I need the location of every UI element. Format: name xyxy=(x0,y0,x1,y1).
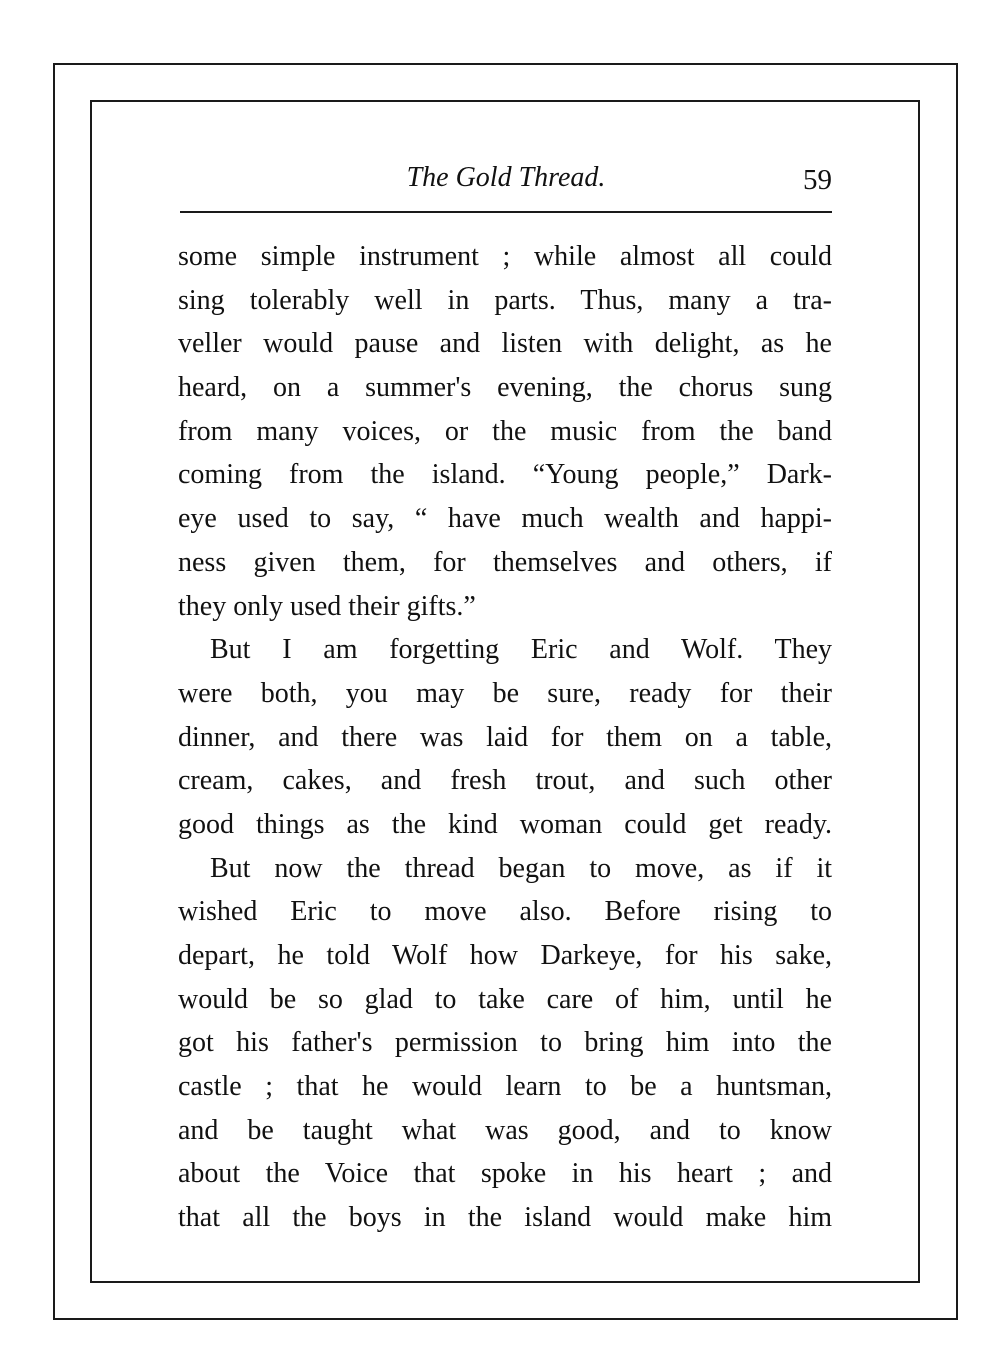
text-line: that all the boys in the island would make him xyxy=(178,1202,832,1234)
text-line: they only used their gifts.” xyxy=(178,590,476,622)
header-rule xyxy=(180,211,832,213)
body-text xyxy=(178,235,832,1240)
text-line: depart, he told Wolf how Darkeye, for his sake, xyxy=(178,940,832,971)
text-line: But I am forgetting Eric and Wolf. They xyxy=(210,634,832,666)
text-line: veller would pause and listen with delight, as he xyxy=(178,328,832,360)
text-line: cream, cakes, and fresh trout, and such other xyxy=(178,765,832,797)
text-line: wished Eric to move also. Before rising to xyxy=(178,896,832,928)
text-line: from many voices, or the music from the band xyxy=(178,415,832,447)
text-line: would be so glad to take care of him, until he xyxy=(178,983,832,1015)
running-title: The Gold Thread. xyxy=(406,162,606,193)
text-line: castle ; that he would learn to be a huntsman, xyxy=(178,1071,832,1103)
text-line: But now the thread began to move, as if it xyxy=(210,852,832,884)
page-number: 59 xyxy=(803,164,832,196)
text-line: got his father's permission to bring him into the xyxy=(178,1027,832,1059)
text-line: some simple instrument ; while almost all could xyxy=(178,241,832,272)
text-line: about the Voice that spoke in his heart ; and xyxy=(178,1158,832,1190)
page-header xyxy=(180,158,832,198)
text-line: sing tolerably well in parts. Thus, many a tra- xyxy=(178,284,832,316)
text-line: coming from the island. “Young people,” Dark- xyxy=(178,459,832,491)
text-line: eye used to say, “ have much wealth and happi- xyxy=(178,503,832,535)
text-line: were both, you may be sure, ready for their xyxy=(178,677,832,709)
text-line: ness given them, for themselves and others, if xyxy=(178,546,832,578)
text-line: and be taught what was good, and to know xyxy=(178,1114,832,1146)
text-line: good things as the kind woman could get ready. xyxy=(178,808,832,840)
text-line: heard, on a summer's evening, the chorus sung xyxy=(178,372,832,404)
text-line: dinner, and there was laid for them on a table, xyxy=(178,721,832,753)
